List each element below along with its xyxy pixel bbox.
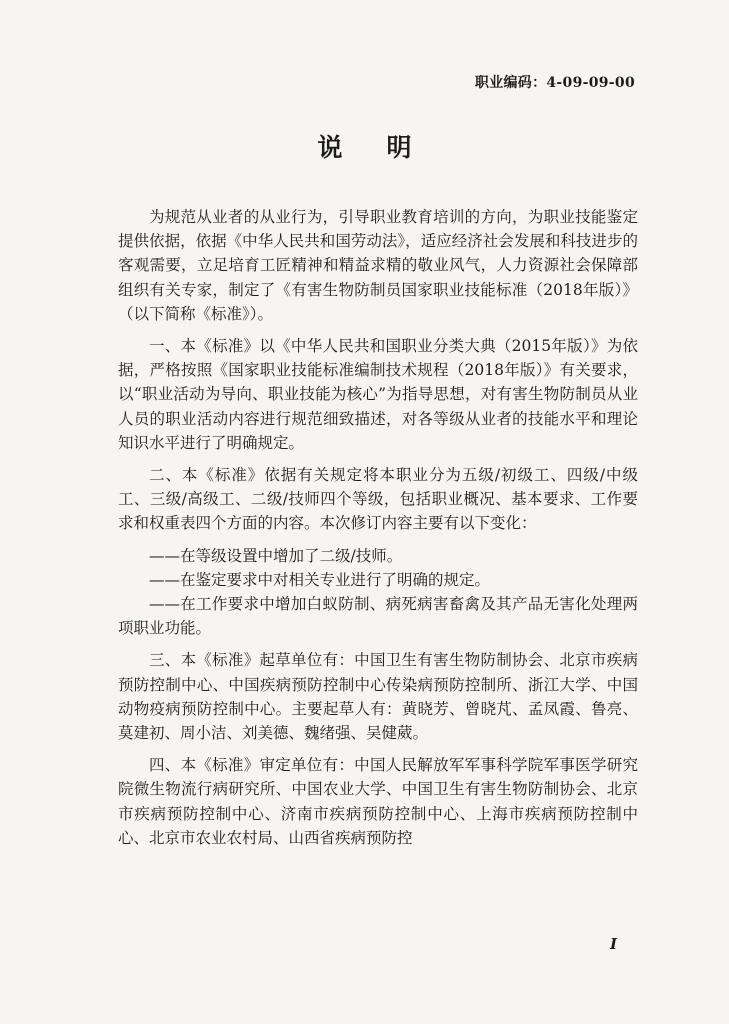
change-item: ——在工作要求中增加白蚁防制、病死病害畜禽及其产品无害化处理两项职业功能。 xyxy=(118,595,638,638)
paragraph-section-1: 一、本《标准》以《中华人民共和国职业分类大典（2015年版）》为依据，严格按照《国家职业技能标准编制技术规程（2018年版）》有关要求，以“职业活动为导向、职业技能为核心”为指导思想，对有害生物防制员从业人员的职业活动内容进行规范细致描述，对各等级从业者的技能水平和理论知识水平进行了明确规定。 xyxy=(118,337,638,452)
change-item: ——在等级设置中增加了二级/技师。 xyxy=(149,546,403,565)
document-body xyxy=(118,205,638,858)
page-number: I xyxy=(609,935,617,953)
changes-list xyxy=(118,544,638,641)
paragraph-section-4: 四、本《标准》审定单位有：中国人民解放军军事科学院军事医学研究院微生物流行病研究所、中国农业大学、中国卫生有害生物防制协会、北京市疾病预防控制中心、济南市疾病预防控制中心、上海市疾病预防控制中心、北京市农业农村局、山西省疾病预防控 xyxy=(118,756,638,847)
paragraph-intro: 为规范从业者的从业行为，引导职业教育培训的方向，为职业技能鉴定提供依据，依据《中华人民共和国劳动法》，适应经济社会发展和科技进步的客观需要，立足培育工匠精神和精益求精的敬业风气，人力资源社会保障部组织有关专家，制定了《有害生物防制员国家职业技能标准（2018年版）》（以下简称《标准》）。 xyxy=(118,208,638,323)
paragraph-section-2: 二、本《标准》依据有关规定将本职业分为五级/初级工、四级/中级工、三级/高级工、二级/技师四个等级，包括职业概况、基本要求、工作要求和权重表四个方面的内容。本次修订内容主要有以下变化： xyxy=(118,466,638,533)
page-title: 说明 xyxy=(317,133,456,162)
change-item: ——在鉴定要求中对相关专业进行了明确的规定。 xyxy=(149,570,491,589)
paragraph-section-3: 三、本《标准》起草单位有：中国卫生有害生物防制协会、北京市疾病预防控制中心、中国疾病预防控制中心传染病预防控制所、浙江大学、中国动物疫病预防控制中心。主要起草人有：黄晓芳、曾晓芃、孟凤霞、鲁亮、莫建初、周小洁、刘美德、魏绪强、吴健葳。 xyxy=(118,651,638,743)
occupation-code: 职业编码：4-09-09-00 xyxy=(474,75,635,91)
